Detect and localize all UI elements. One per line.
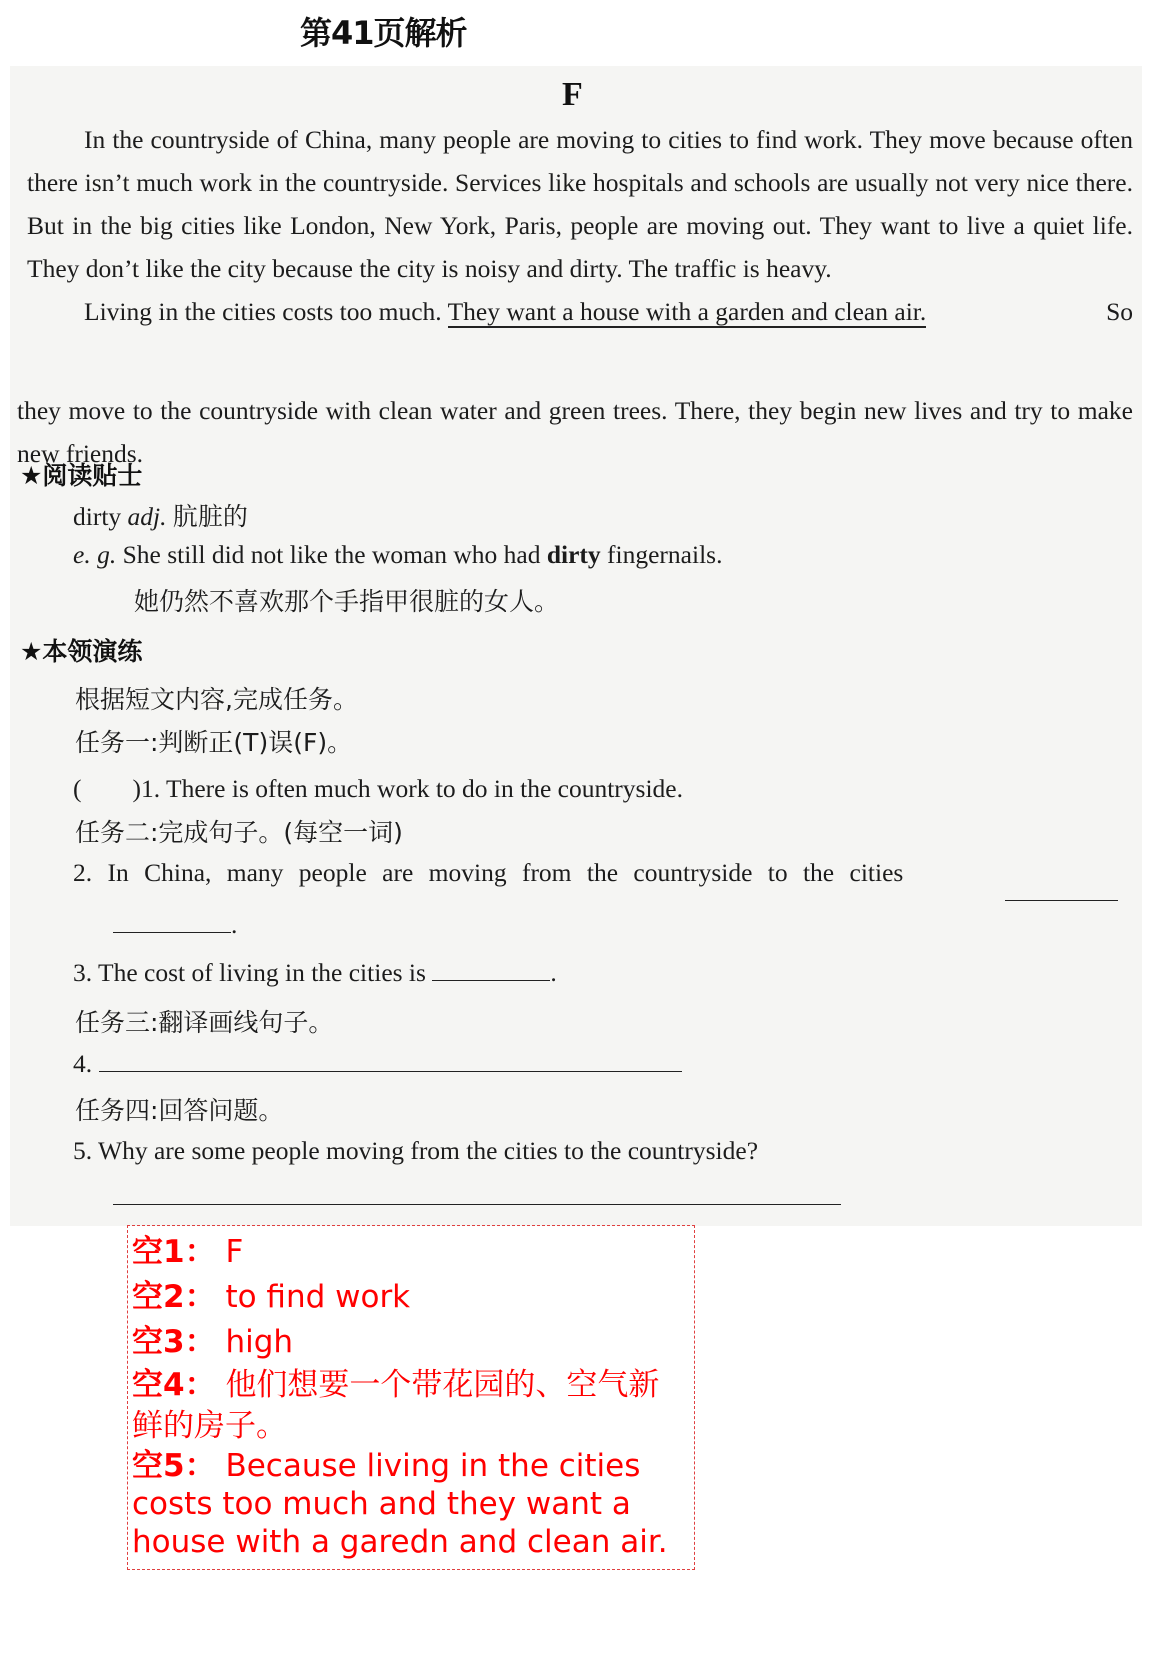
question-1-text: 1. There is often much work to do in the countryside. [140,774,683,803]
vocab-entry [73,497,248,533]
question-4-number: 4. [73,1049,93,1078]
example-sentence [73,540,722,570]
passage-p2-after: So [1106,297,1133,326]
passage-paragraph-2-continued: they move to the countryside with clean water and green trees. There, they begin new lives and try to make new friends. [17,396,1133,468]
question-4 [73,1047,682,1079]
question-2 [73,858,903,888]
answer-4-text: 他们想要一个带花园的、空气新 [225,1367,660,1403]
example-translation: 她仍然不喜欢那个手指甲很脏的女人。 [134,587,560,616]
example-bold-word: dirty [546,540,601,569]
question-2-text: 2. In China, many people are moving from the countryside to the cities [73,858,904,887]
section-letter: F [562,76,583,113]
question-2-blank-2 [113,908,231,933]
task-1-label: 任务一:判断正(T)误(F)。 [75,728,353,757]
question-4-blank [99,1047,682,1072]
answer-3-label: 空3： [132,1324,216,1360]
answer-2-label: 空2： [132,1279,216,1315]
question-5: 5. Why are some people moving from the cities to the countryside? [73,1136,759,1165]
page-title: 第41页解析 [300,14,467,52]
underlined-sentence: They want a house with a garden and clean air. [447,297,927,326]
answer-4-text-cont: 鲜的房子。 [132,1408,287,1444]
question-2-line-2 [113,908,237,940]
answer-5-text: Because living in the cities [225,1448,641,1484]
example-label: e. g. [73,540,117,569]
answer-4 [132,1365,690,1447]
answer-5-text-cont-2: house with a garedn and clean air. [132,1524,668,1560]
answer-4-label: 空4： [132,1367,216,1403]
question-5-blank [113,1184,841,1205]
vocab-word: dirty [73,502,122,531]
practice-instruction: 根据短文内容,完成任务。 [75,685,358,714]
question-2-blank-1 [1005,876,1118,901]
task-3-label: 任务三:翻译画线句子。 [75,1008,334,1037]
passage-paragraph-1: In the countryside of China, many people are moving to cities to find work. They move because often there isn’t much work in the countryside. Services like hospitals and schools are usually not very nice there. But in the big cities like London, New York, Paris, people are moving out. They want to live a quiet life. They don’t like the city because the city is noisy and dirty. The traffic is heavy. [27,125,1133,283]
passage-p2-before: Living in the cities costs too much. [84,297,442,326]
example-after: fingernails. [607,540,723,569]
vocab-pos: adj. [127,502,167,531]
question-1 [73,769,683,805]
question-1-blank: ( ) [73,774,141,803]
task-2-label: 任务二:完成句子。(每空一词) [75,818,403,847]
answer-5-label: 空5： [132,1448,216,1484]
answer-2 [132,1275,690,1320]
vocab-meaning: 肮脏的 [172,502,248,531]
question-3-blank [432,956,550,981]
task-4-label: 任务四:回答问题。 [75,1096,284,1125]
answer-5 [132,1447,690,1561]
passage [27,118,1133,333]
answer-box [127,1225,695,1570]
reading-tips-heading: ★阅读贴士 [20,461,143,490]
passage-paragraph-2 [27,290,1133,333]
answer-1-label: 空1： [132,1234,216,1270]
answer-3-text: high [225,1324,294,1360]
answer-5-text-cont: costs too much and they want a [132,1486,631,1522]
answer-1-text: F [225,1234,244,1270]
answer-2-text: to find work [225,1279,411,1315]
answer-1 [132,1230,690,1275]
practice-heading: ★本领演练 [20,637,143,666]
question-3-text: 3. The cost of living in the cities is [73,958,426,987]
example-before: She still did not like the woman who had [122,540,541,569]
question-3 [73,956,557,988]
question-3-end: . [550,958,557,987]
question-2-end: . [231,910,238,939]
answer-3 [132,1320,690,1365]
